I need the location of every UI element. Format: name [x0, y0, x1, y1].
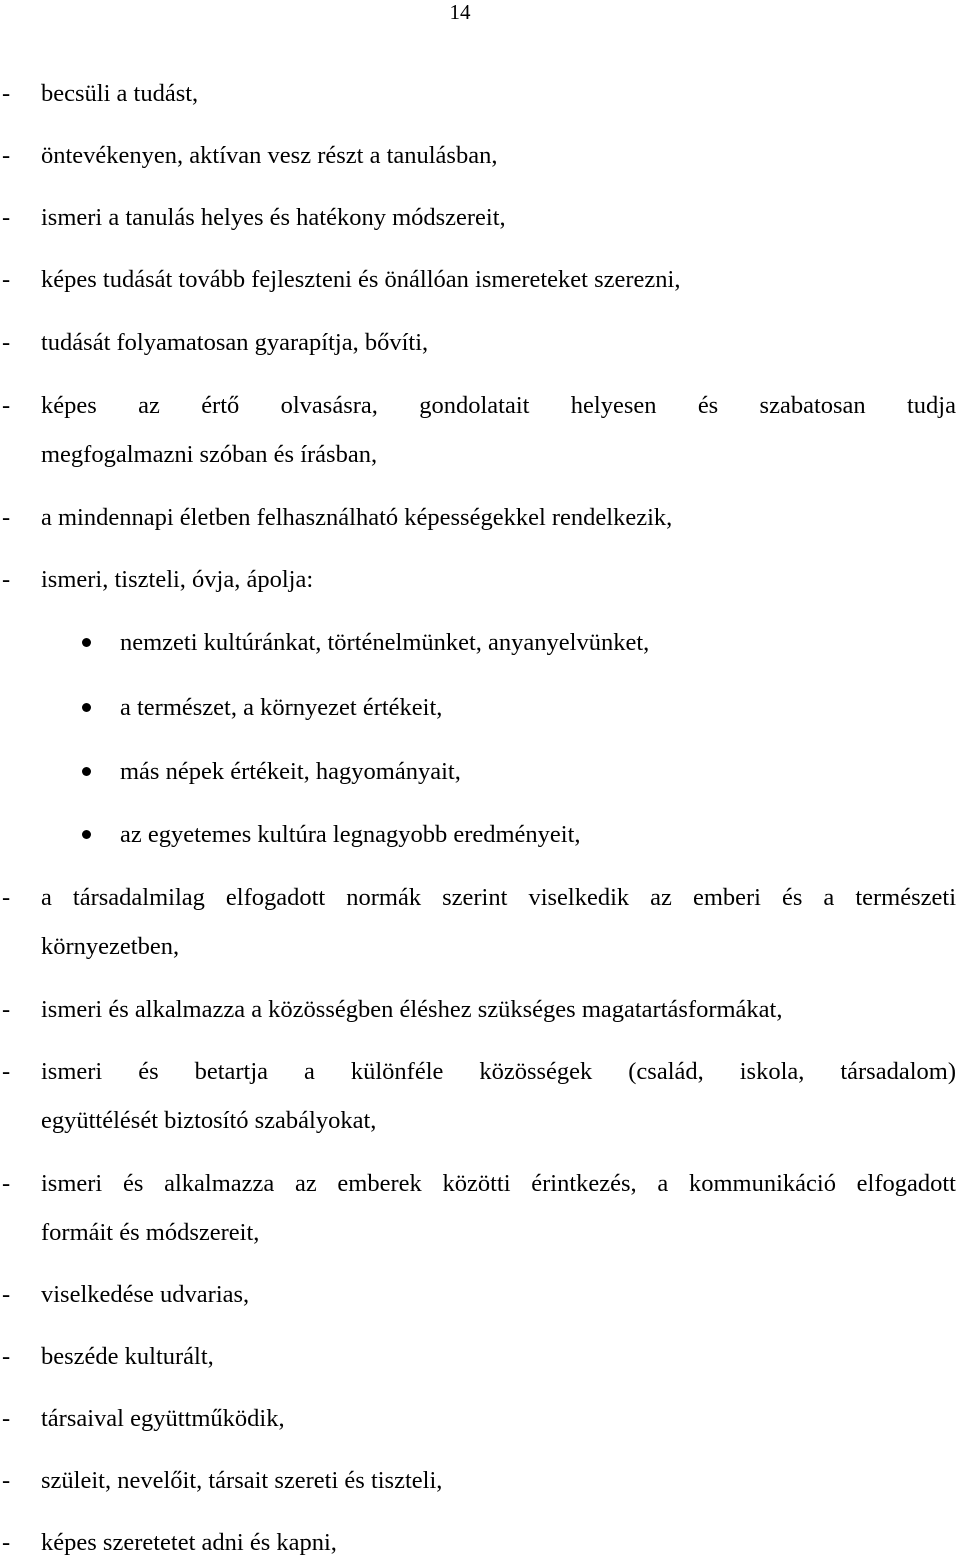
list-item-text: ismeri és betartja a különféle közösségek (család, iskola, társadalom)	[41, 1058, 956, 1085]
list-item-text: a mindennapi életben felhasználható képességekkel rendelkezik,	[41, 504, 673, 531]
list-item-text: beszéde kulturált,	[41, 1343, 214, 1370]
dash-marker: -	[2, 504, 11, 531]
list-item-text: viselkedése udvarias,	[41, 1281, 250, 1308]
list-item-text: együttélését biztosító szabályokat,	[41, 1107, 377, 1134]
list-item-text: képes tudását tovább fejleszteni és önállóan ismereteket szerezni,	[41, 266, 681, 293]
list-item-text: becsüli a tudást,	[41, 80, 199, 107]
bullet-icon	[82, 638, 91, 647]
dash-marker: -	[2, 884, 11, 911]
dash-marker: -	[2, 566, 11, 593]
dash-marker: -	[2, 1405, 11, 1432]
list-item-text: a társadalmilag elfogadott normák szerint viselkedik az emberi és a természeti	[41, 884, 956, 911]
dash-marker: -	[2, 1343, 11, 1370]
bullet-item-text: az egyetemes kultúra legnagyobb eredményeit,	[120, 821, 581, 848]
dash-marker: -	[2, 1281, 11, 1308]
list-item-text: ismeri a tanulás helyes és hatékony módszereit,	[41, 204, 506, 231]
dash-marker: -	[2, 392, 11, 419]
bullet-icon	[82, 830, 91, 839]
dash-marker: -	[2, 996, 11, 1023]
dash-marker: -	[2, 142, 11, 169]
dash-marker: -	[2, 204, 11, 231]
list-item-text: szüleit, nevelőit, társait szereti és tiszteli,	[41, 1467, 443, 1494]
dash-marker: -	[2, 1467, 11, 1494]
list-item-text: ismeri és alkalmazza az emberek közötti érintkezés, a kommunikáció elfogadott	[41, 1170, 956, 1197]
bullet-icon	[82, 767, 91, 776]
list-item-text: képes az értő olvasásra, gondolatait helyesen és szabatosan tudja	[41, 392, 956, 419]
list-item-text: képes szeretetet adni és kapni,	[41, 1529, 337, 1556]
list-item-text: környezetben,	[41, 933, 180, 960]
list-item-text: tudását folyamatosan gyarapítja, bővíti,	[41, 329, 429, 356]
dash-marker: -	[2, 1058, 11, 1085]
list-item-text: társaival együttműködik,	[41, 1405, 285, 1432]
bullet-icon	[82, 703, 91, 712]
page-number: 14	[449, 0, 471, 24]
list-item-text: ismeri és alkalmazza a közösségben éléshez szükséges magatartásformákat,	[41, 996, 783, 1023]
list-item-text: formáit és módszereit,	[41, 1219, 260, 1246]
dash-marker: -	[2, 1170, 11, 1197]
list-item-text: megfogalmazni szóban és írásban,	[41, 441, 378, 468]
dash-marker: -	[2, 329, 11, 356]
list-item-text: öntevékenyen, aktívan vesz részt a tanulásban,	[41, 142, 498, 169]
bullet-item-text: más népek értékeit, hagyományait,	[120, 758, 461, 785]
list-item-text: ismeri, tiszteli, óvja, ápolja:	[41, 566, 314, 593]
dash-marker: -	[2, 80, 11, 107]
dash-marker: -	[2, 266, 11, 293]
dash-marker: -	[2, 1529, 11, 1556]
bullet-item-text: nemzeti kultúránkat, történelmünket, anyanyelvünket,	[120, 629, 650, 656]
bullet-item-text: a természet, a környezet értékeit,	[120, 694, 443, 721]
